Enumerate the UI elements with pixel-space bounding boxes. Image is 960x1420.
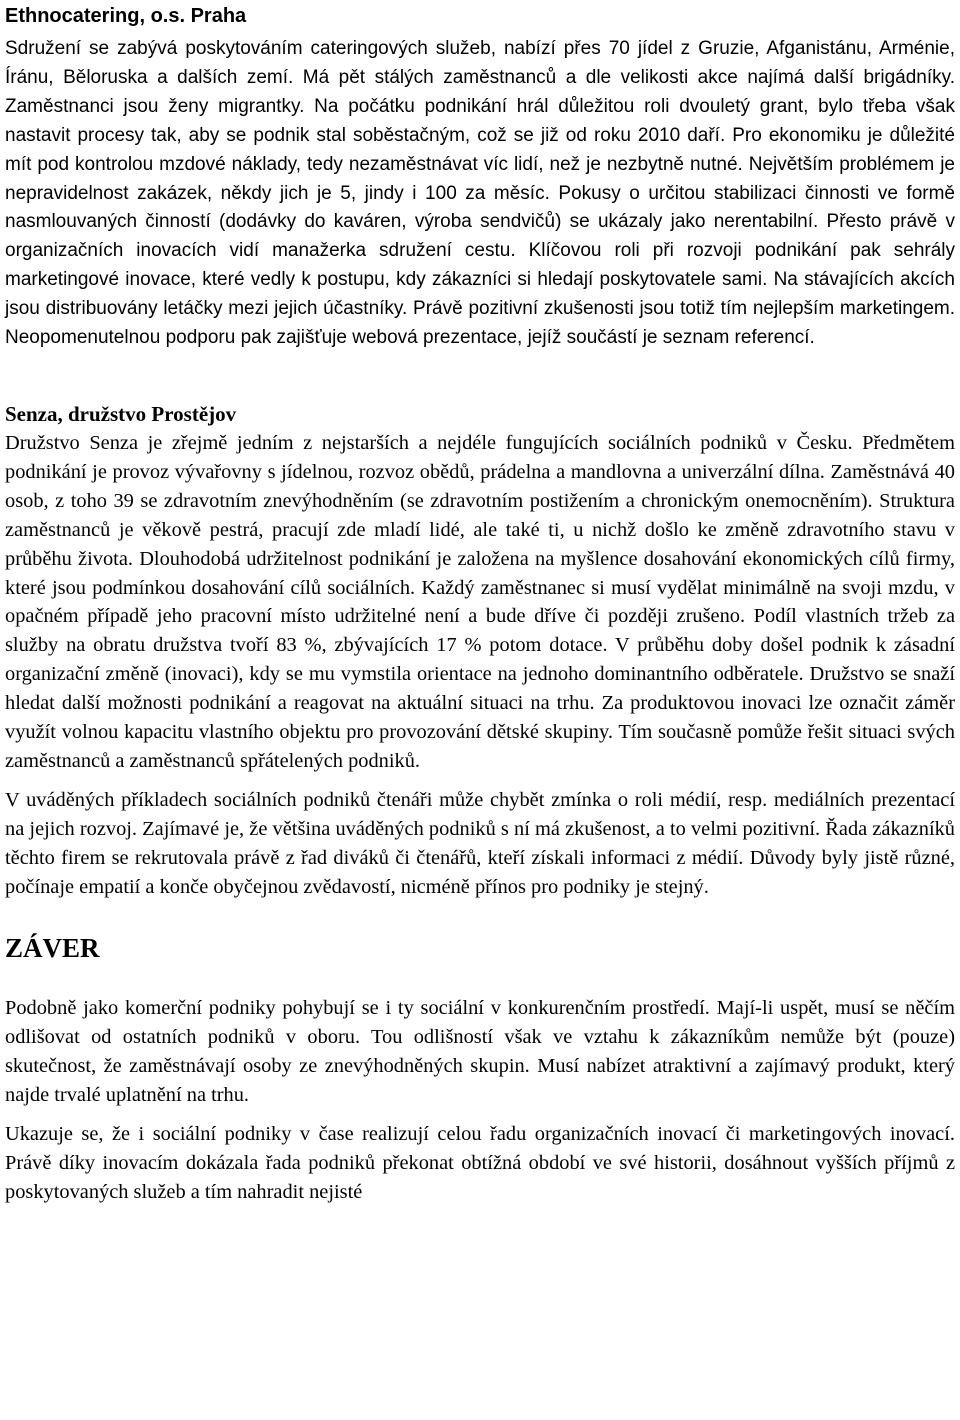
section-heading-ethnocatering: Ethnocatering, o.s. Praha — [5, 5, 247, 27]
section-paragraph-zaver-2: Ukazuje se, že i sociální podniky v čase realizují celou řadu organizačních inovací či marketingových inovací. Právě díky inovacím dokázala řada podniků překonat obtížná období ve své historii, dosáhnout vyšších příjmů z poskytovaných služeb a tím nahradit nejisté — [5, 1123, 955, 1203]
section-paragraph-media: V uváděných příkladech sociálních podniků čtenáři může chybět zmínka o roli médií, resp. mediálních prezentací na jejich rozvoj. Zajímavé je, že většina uváděných podniků s ní má zkušenost, a to velmi pozitivní. Řada zákazníků těchto firem se rekrutovala právě z řad diváků či čtenářů, kteří získali informaci z médií. Důvody byly jistě různé, počínaje empatií a konče obyčejnou zvědavostí, nicméně přínos pro podniky je stejný. — [5, 788, 955, 898]
document-page — [5, 0, 955, 1207]
section-paragraph-ethnocatering: Sdružení se zabývá poskytováním cateringových služeb, nabízí přes 70 jídel z Gruzie, Afganistánu, Arménie, Íránu, Běloruska a dalších zemí. Má pět stálých zaměstnanců a dle velikosti akce najímá další brigádníky. Zaměstnanci jsou ženy migrantky. Na počátku podnikání hrál důležitou roli dvouletý grant, bylo třeba však nastavit procesy tak, aby se podnik stal soběstačným, což se již od roku 2010 daří. Pro ekonomiku je důležité mít pod kontrolou mzdové náklady, tedy nezaměstnávat víc lidí, než je nezbytně nutné. Největším problémem je nepravidelnost zakázek, někdy jich je 5, jindy i 100 za měsíc. Pokusy o určitou stabilizaci činnosti ve formě nasmlouvaných činností (dodávky do kaváren, výroba sendvičů) se ukázaly jako nerentabilní. Přesto právě v organizačních inovacích vidí manažerka sdružení cestu. Klíčovou roli při rozvoji podnikání pak sehrály marketingové inovace, které vedly k postupu, kdy zákazníci si hledají poskytovatele sami. Na stávajících akcích jsou distribuovány letáčky mezi jejich účastníky. Právě pozitivní zkušenosti jsou totiž tím nejlepším marketingem. Neopomenutelnou podporu pak zajišťuje webová prezentace, jejíž součástí je seznam referencí. — [5, 38, 955, 349]
section-paragraph-senza: Družstvo Senza je zřejmě jedním z nejstarších a nejdéle fungujících sociálních podniků v Česku. Předmětem podnikání je provoz vývařovny s jídelnou, rozvoz obědů, prádelna a mandlovna a univerzální dílna. Zaměstnává 40 osob, z toho 39 se zdravotním znevýhodněním (se zdravotním postižením a chronickým onemocněním). Struktura zaměstnanců je věkově pestrá, pracují zde mladí lidé, ale také ti, u nichž došlo ke změně zdravotního stavu v průběhu života. Dlouhodobá udržitelnost podnikání je založena na myšlence dosahování ekonomických cílů firmy, které jsou podmínkou dosahování cílů sociálních. Každý zaměstnanec si musí vydělat minimálně na svoji mzdu, v opačném případě jeho pracovní místo udržitelné není a bude dříve či později zrušeno. Podíl vlastních tržeb za služby na obratu družstva tvoří 83 %, zbývajících 17 % potom dotace. V průběhu doby došel podnik k zásadní organizační změně (inovaci), kdy se mu vymstila orientace na jednoho dominantního odběratele. Družstvo se snaží hledat další možnosti podnikání a reagovat na aktuální situaci na trhu. Za produktovou inovaci lze označit záměr využít volnou kapacitu vlastního objektu pro provozování dětské skupiny. Tím současně pomůže řešit situaci svých zaměstnanců a zaměstnanců spřátelených podniků. — [5, 431, 955, 772]
section-heading-zaver: ZÁVER — [5, 933, 100, 964]
section-heading-senza: Senza, družstvo Prostějov — [5, 401, 237, 426]
section-paragraph-zaver-1: Podobně jako komerční podniky pohybují se i ty sociální v konkurenčním prostředí. Mají-li uspět, musí se něčím odlišovat od ostatních podniků v oboru. Tou odlišností však ve vztahu k zákazníkům nemůže být (pouze) skutečnost, že zaměstnávají osoby ze znevýhodněných skupin. Musí nabízet atraktivní a zajímavý produkt, který najde trvalé uplatnění na trhu. — [5, 997, 955, 1107]
